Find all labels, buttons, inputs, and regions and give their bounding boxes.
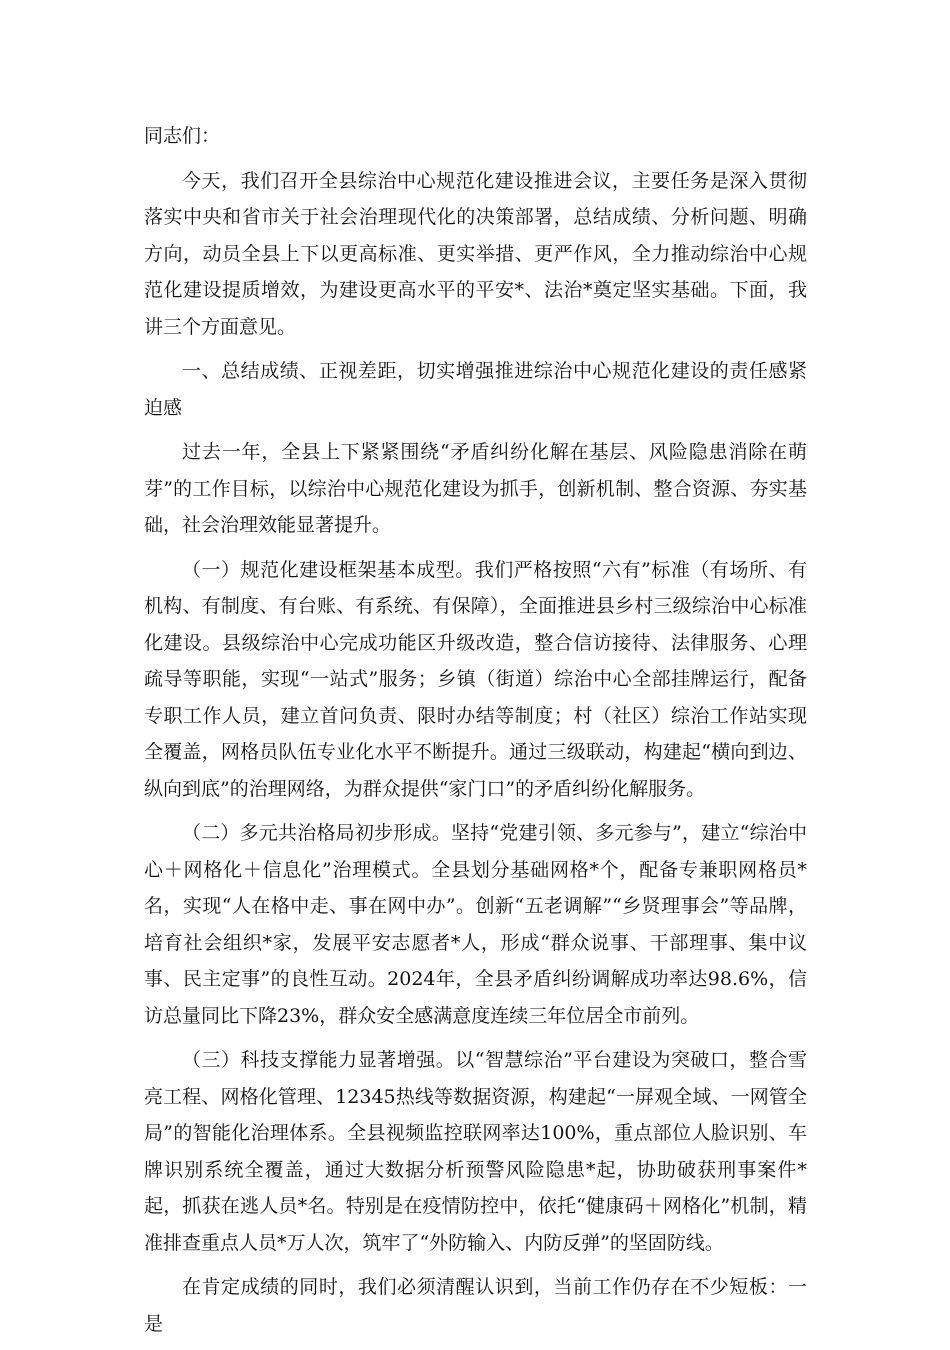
- paragraph-point-two: （二）多元共治格局初步形成。坚持“党建引领、多元参与”，建立“综治中心＋网格化＋信息化”治理模式。全县划分基础网格*个，配备专兼职网格员*名，实现“人在格中走、事在网中办”。创新“五老调解”“乡贤理事会”等品牌，培育社会组织*家，发展平安志愿者*人，形成“群众说事、干部理事、集中议事、民主定事”的良性互动。2024年，全县矛盾纠纷调解成功率达98.6%，信访总量同比下降23%，群众安全感满意度连续三年位居全市前列。: [144, 822, 807, 1027]
- paragraph-opening: 今天，我们召开全县综治中心规范化建设推进会议，主要任务是深入贯彻落实中央和省市关于社会治理现代化的决策部署，总结成绩、分析问题、明确方向，动员全县上下以更高标准、更实举措、更严作风，全力推动综治中心规范化建设提质增效，为建设更高水平的平安*、法治*奠定坚实基础。下面，我讲三个方面意见。: [144, 169, 807, 338]
- section-heading-one: 一、总结成绩、正视差距，切实增强推进综治中心规范化建设的责任感紧迫感: [144, 360, 807, 419]
- salutation: 同志们：: [144, 125, 221, 147]
- paragraph-shortcomings: 在肯定成绩的同时，我们必须清醒认识到，当前工作仍存在不少短板：一是: [144, 1276, 807, 1335]
- paragraph-review: 过去一年，全县上下紧紧围绕“矛盾纠纷化解在基层、风险隐患消除在萌芽”的工作目标，以综治中心规范化建设为抓手，创新机制、整合资源、夯实基础，社会治理效能显著提升。: [144, 441, 807, 536]
- paragraph-point-three: （三）科技支撑能力显著增强。以“智慧综治”平台建设为突破口，整合雪亮工程、网格化管理、12345热线等数据资源，构建起“一屏观全域、一网管全局”的智能化治理体系。全县视频监控联网率达100%，重点部位人脸识别、车牌识别系统全覆盖，通过大数据分析预警风险隐患*起，协助破获刑事案件*起，抓获在逃人员*名。特别是在疫情防控中，依托“健康码＋网格化”机制，精准排查重点人员*万人次，筑牢了“外防输入、内防反弹”的坚固防线。: [144, 1049, 807, 1254]
- paragraph-point-one: （一）规范化建设框架基本成型。我们严格按照“六有”标准（有场所、有机构、有制度、有台账、有系统、有保障），全面推进县乡村三级综治中心标准化建设。县级综治中心完成功能区升级改造，整合信访接待、法律服务、心理疏导等职能，实现“一站式”服务；乡镇（街道）综治中心全部挂牌运行，配备专职工作人员，建立首问负责、限时办结等制度；村（社区）综治工作站实现全覆盖，网格员队伍专业化水平不断提升。通过三级联动，构建起“横向到边、纵向到底”的治理网络，为群众提供“家门口”的矛盾纠纷化解服务。: [144, 558, 807, 800]
- document-body: [144, 118, 807, 1350]
